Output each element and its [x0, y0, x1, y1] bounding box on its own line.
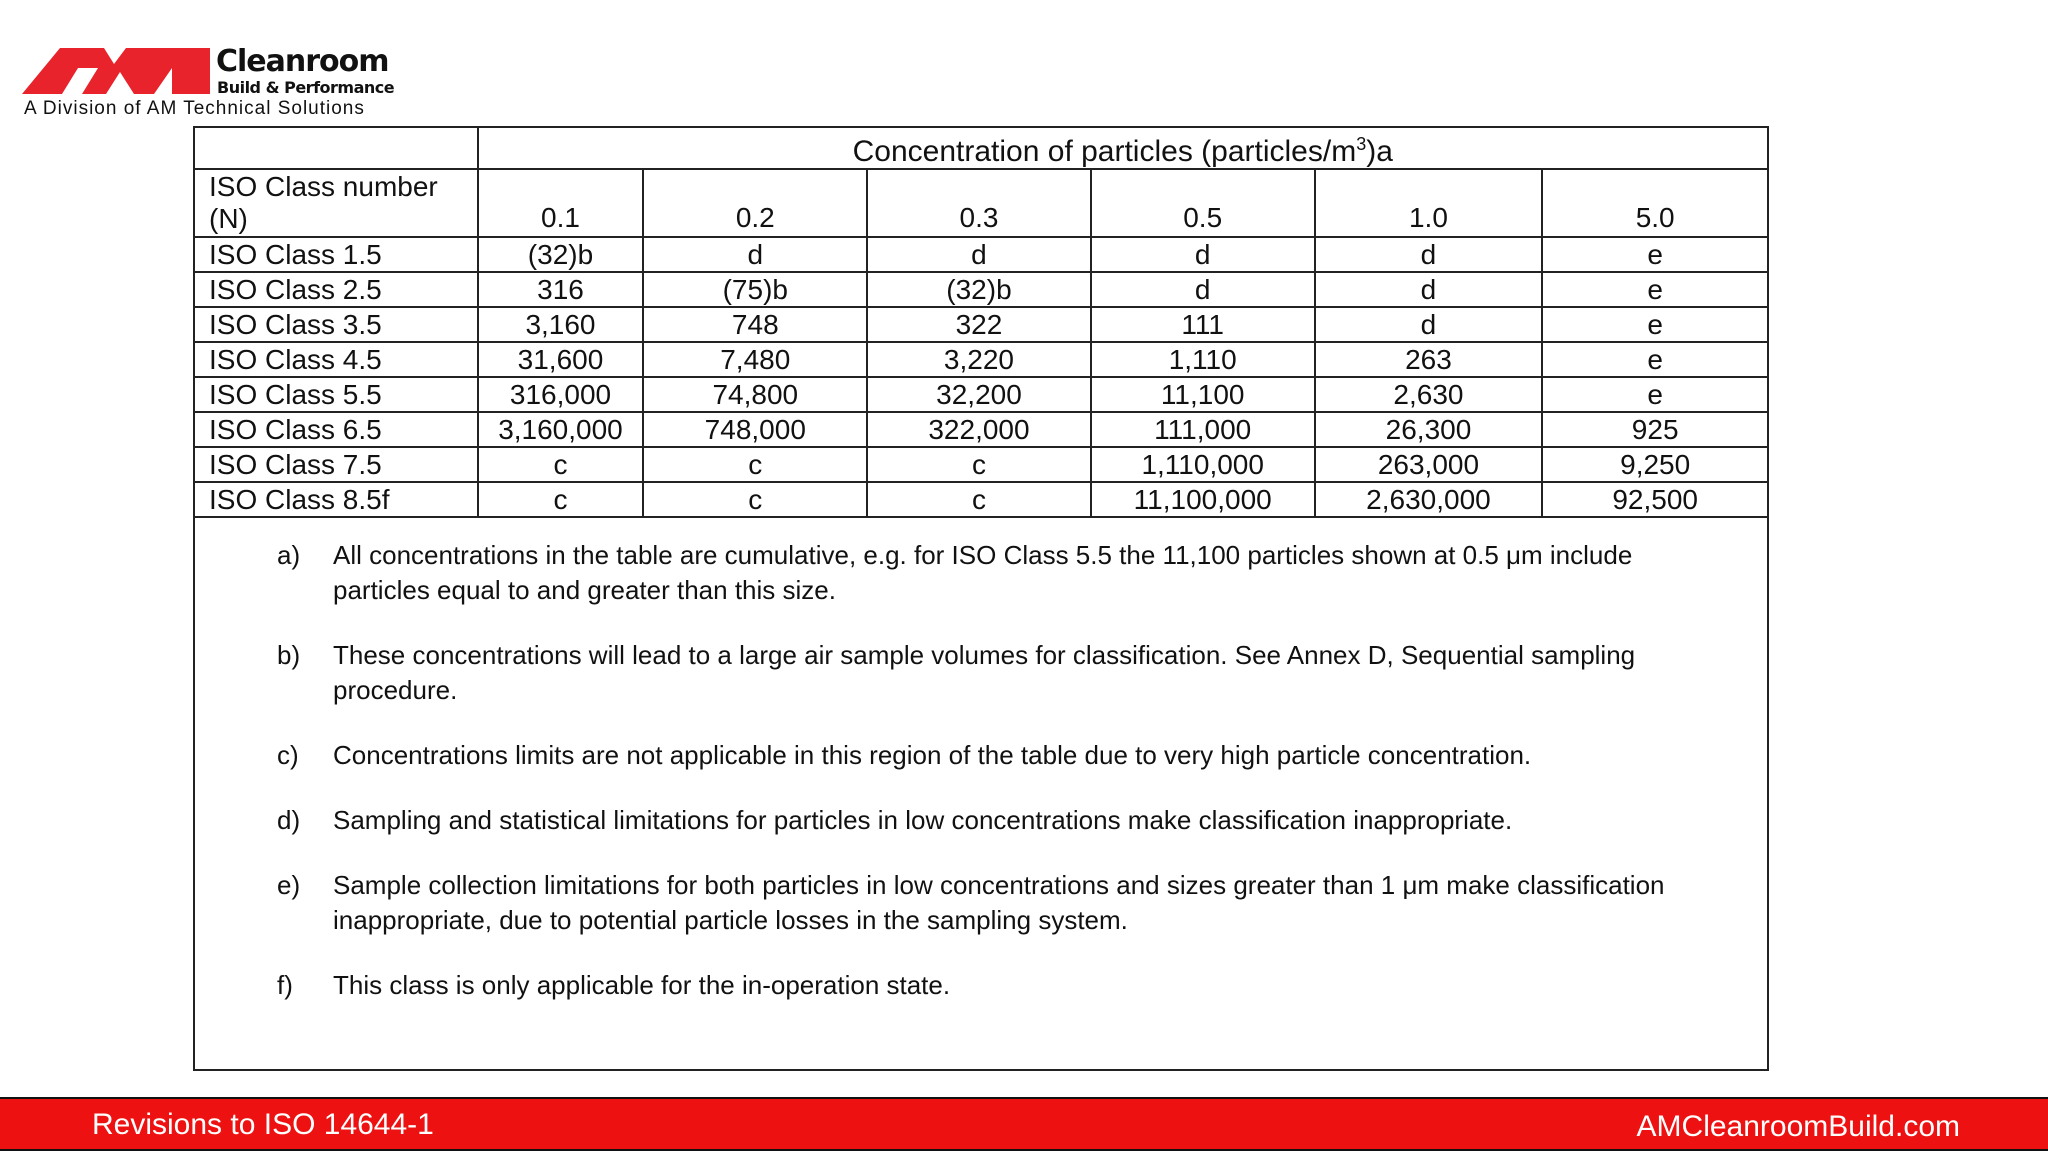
table-cell: 1,110,000	[1091, 447, 1315, 482]
size-header: 5.0	[1542, 169, 1768, 237]
table-cell: 11,100	[1091, 377, 1315, 412]
table-cell: c	[643, 447, 867, 482]
iso-document-frame	[193, 126, 1769, 1071]
table-row	[194, 237, 1768, 272]
footnote	[277, 538, 1697, 608]
concentration-header: Concentration of particles $(particles/m^3)a$	[478, 127, 1768, 169]
table-cell: e	[1542, 272, 1768, 307]
table-cell: d	[1315, 237, 1543, 272]
row-label: ISO Class 4.5	[194, 342, 478, 377]
table-row	[194, 482, 1768, 517]
table-cell: 111	[1091, 307, 1315, 342]
table-row	[194, 307, 1768, 342]
row-label: ISO Class 5.5	[194, 377, 478, 412]
footnote-label: e)	[277, 870, 301, 900]
footnote-label: c)	[277, 740, 299, 770]
size-header: 1.0	[1315, 169, 1543, 237]
table-cell: c	[478, 482, 644, 517]
size-header-row	[194, 169, 1768, 237]
footnote-label: a)	[277, 540, 301, 570]
footnote-text: These concentrations will lead to a large air sample volumes for classification. See Annex D, Sequential sampling procedure.	[333, 640, 1636, 705]
table-row	[194, 342, 1768, 377]
row-label: ISO Class 3.5	[194, 307, 478, 342]
footnotes	[277, 538, 1697, 1033]
table-row	[194, 412, 1768, 447]
footnote-text: This class is only applicable for the in-operation state.	[333, 970, 951, 1000]
footnote-text: Concentrations limits are not applicable in this region of the table due to very high particle concentration.	[333, 740, 1532, 770]
table-cell: 322,000	[867, 412, 1091, 447]
row-label: ISO Class 7.5	[194, 447, 478, 482]
table-cell: 316	[478, 272, 644, 307]
table-cell: c	[643, 482, 867, 517]
table-cell: 3,160	[478, 307, 644, 342]
table-cell: d	[1091, 237, 1315, 272]
footer-title: Revisions to ISO 14644-1	[92, 1108, 434, 1141]
iso-class-table	[193, 126, 1769, 518]
table-cell: (32)b	[867, 272, 1091, 307]
table-row	[194, 377, 1768, 412]
table-cell: 32,200	[867, 377, 1091, 412]
table-cell: c	[867, 482, 1091, 517]
footer-bar	[0, 1097, 2048, 1151]
table-cell: d	[1315, 272, 1543, 307]
footnote-label: b)	[277, 640, 301, 670]
size-header: 0.2	[643, 169, 867, 237]
class-number-header: ISO Class number (N)	[194, 169, 478, 237]
table-cell: 3,220	[867, 342, 1091, 377]
table-cell: 111,000	[1091, 412, 1315, 447]
row-label: ISO Class 1.5	[194, 237, 478, 272]
table-cell: 1,110	[1091, 342, 1315, 377]
table-cell: e	[1542, 307, 1768, 342]
table-cell: d	[1091, 272, 1315, 307]
table-corner-cell	[194, 127, 478, 169]
company-logo	[22, 44, 402, 124]
table-cell: 316,000	[478, 377, 644, 412]
table-cell: 748,000	[643, 412, 867, 447]
footnote-text: Sampling and statistical limitations for particles in low concentrations make classification inappropriate.	[333, 805, 1513, 835]
size-header: 0.3	[867, 169, 1091, 237]
footnote-text: All concentrations in the table are cumulative, e.g. for ISO Class 5.5 the 11,100 particles shown at 0.5 μm include particles equal to and greater than this size.	[333, 540, 1633, 605]
table-cell: e	[1542, 377, 1768, 412]
footnote-text: Sample collection limitations for both particles in low concentrations and sizes greater than 1 μm make classification inappropriate, due to potential particle losses in the sampling system.	[333, 870, 1665, 935]
row-label: ISO Class 8.5f	[194, 482, 478, 517]
footnote	[277, 638, 1697, 708]
table-cell: 92,500	[1542, 482, 1768, 517]
table-row	[194, 447, 1768, 482]
row-label: ISO Class 2.5	[194, 272, 478, 307]
footnote	[277, 738, 1697, 773]
footnote	[277, 868, 1697, 938]
table-cell: d	[643, 237, 867, 272]
footer-website-link[interactable]: AMCleanroomBuild.com	[1636, 1110, 1960, 1143]
table-cell: 2,630,000	[1315, 482, 1543, 517]
logo-division-text: A Division of AM Technical Solutions	[24, 98, 365, 119]
logo-tagline: Build & Performance	[217, 78, 395, 97]
table-cell: d	[867, 237, 1091, 272]
table-cell: 11,100,000	[1091, 482, 1315, 517]
table-cell: 3,160,000	[478, 412, 644, 447]
am-logo-mark-icon	[22, 48, 210, 94]
table-row	[194, 272, 1768, 307]
table-cell: (32)b	[478, 237, 644, 272]
table-cell: 925	[1542, 412, 1768, 447]
footnote	[277, 968, 1697, 1003]
table-cell: 26,300	[1315, 412, 1543, 447]
table-cell: 74,800	[643, 377, 867, 412]
table-cell: c	[867, 447, 1091, 482]
footnote-label: f)	[277, 970, 293, 1000]
table-cell: d	[1315, 307, 1543, 342]
table-cell: e	[1542, 342, 1768, 377]
table-cell: 263,000	[1315, 447, 1543, 482]
logo-brand-text: Cleanroom	[216, 44, 389, 79]
table-cell: 2,630	[1315, 377, 1543, 412]
row-label: ISO Class 6.5	[194, 412, 478, 447]
footnote-label: d)	[277, 805, 301, 835]
table-cell: c	[478, 447, 644, 482]
size-header: 0.5	[1091, 169, 1315, 237]
table-cell: 322	[867, 307, 1091, 342]
footnote	[277, 803, 1697, 838]
table-cell: e	[1542, 237, 1768, 272]
table-cell: 263	[1315, 342, 1543, 377]
table-cell: 31,600	[478, 342, 644, 377]
table-cell: (75)b	[643, 272, 867, 307]
table-cell: 9,250	[1542, 447, 1768, 482]
table-cell: 7,480	[643, 342, 867, 377]
size-header: 0.1	[478, 169, 644, 237]
table-cell: 748	[643, 307, 867, 342]
